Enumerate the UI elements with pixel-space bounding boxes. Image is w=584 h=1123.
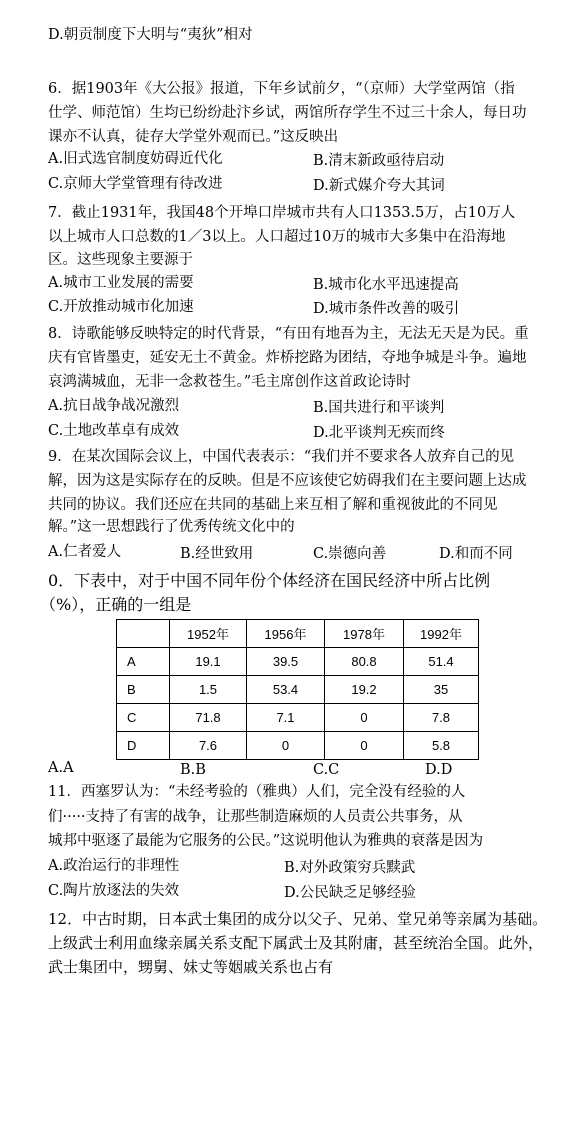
table-cell: 39.5 <box>247 648 325 676</box>
q7-option-a[interactable]: A.城市工业发展的需要 <box>48 275 194 291</box>
q6-option-a[interactable]: A.旧式选官制度妨碍近代化 <box>48 151 223 167</box>
q8-option-d[interactable]: D.北平谈判无疾而终 <box>313 425 445 441</box>
q6-option-b[interactable]: B.清末新政亟待启动 <box>313 153 445 169</box>
q8-line-2: 庆有官皆墨吏，延安无土不黄金。炸桥挖路为团结，夺地争城是斗争。遍地 <box>48 350 527 366</box>
q9-option-c[interactable]: C.崇德向善 <box>313 546 387 562</box>
table-cell: 19.2 <box>325 676 404 704</box>
q7-option-c[interactable]: C.开放推动城市化加速 <box>48 299 194 315</box>
table-cell: D <box>117 732 170 760</box>
table-row <box>117 704 479 732</box>
q6-line-2: 仕学、师范馆）生均已纷纷赴汴乡试，两馆所存学生不过三十余人，每日功 <box>48 105 527 121</box>
q9-option-d[interactable]: D.和而不同 <box>439 546 513 562</box>
q9-line-4: 解。”这一思想践行了优秀传统文化中的 <box>48 519 295 535</box>
table-cell: 71.8 <box>170 704 247 732</box>
table-cell: 35 <box>404 676 479 704</box>
q12-line-2: 上级武士利用血缘亲属关系支配下属武士及其附庸，甚至统治全国。此外， <box>48 934 544 952</box>
q8-line-3: 哀鸿满城血，无非一念救苍生。”毛主席创作这首政论诗时 <box>48 374 411 390</box>
q6-line-3: 课亦不认真，徒存大学堂外观而已。”这反映出 <box>48 129 339 145</box>
q9-line-3: 共同的协议。我们还应在共同的基础上来互相了解和重视彼此的不同见 <box>48 497 498 513</box>
q5-option-d: D.朝贡制度下大明与“夷狄”相对 <box>48 27 253 43</box>
table-header-cell: 1952年 <box>170 620 247 648</box>
q11-option-d[interactable]: D.公民缺乏足够经验 <box>284 885 416 901</box>
table-row <box>117 732 479 760</box>
q12-line-1: 12．中古时期，日本武士集团的成分以父子、兄弟、堂兄弟等亲属为基础。 <box>48 910 548 928</box>
q9-option-b[interactable]: B.经世致用 <box>180 546 254 562</box>
q6-option-d[interactable]: D.新式媒介夸大其词 <box>313 178 445 194</box>
q8-option-b[interactable]: B.国共进行和平谈判 <box>313 400 445 416</box>
q8-option-a[interactable]: A.抗日战争战况激烈 <box>48 398 180 414</box>
table-cell: 7.1 <box>247 704 325 732</box>
q7-option-d[interactable]: D.城市条件改善的吸引 <box>313 301 460 317</box>
q6-line-1: 6．据1903年《大公报》报道，下年乡试前夕，“（京师）大学堂两馆（指 <box>48 81 515 97</box>
q11-option-c[interactable]: C.陶片放逐法的失效 <box>48 883 180 899</box>
table-cell: A <box>117 648 170 676</box>
table-cell: 51.4 <box>404 648 479 676</box>
table-cell: 80.8 <box>325 648 404 676</box>
q10-option-b[interactable]: B.B <box>180 762 206 778</box>
q10-line-2: （%），正确的一组是 <box>40 595 192 614</box>
table-header-cell: 1978年 <box>325 620 404 648</box>
q7-line-3: 区。这些现象主要源于 <box>48 252 193 268</box>
table-cell: 53.4 <box>247 676 325 704</box>
q8-line-1: 8．诗歌能够反映特定的时代背景，“有田有地吾为主，无法无天是为民。重 <box>48 326 529 342</box>
table-row <box>117 676 479 704</box>
table-header-cell <box>117 620 170 648</box>
q11-line-2: 们·····支持了有害的战争，让那些制造麻烦的人员责公共事务，从 <box>48 809 463 825</box>
q9-line-2: 解，因为这是实际存在的反映。但是不应该使它妨碍我们在主要问题上达成 <box>48 473 527 489</box>
q7-option-b[interactable]: B.城市化水平迅速提高 <box>313 277 459 293</box>
q9-option-a[interactable]: A.仁者爱人 <box>48 544 122 560</box>
q11-option-a[interactable]: A.政治运行的非理性 <box>48 858 180 874</box>
table-header-cell: 1992年 <box>404 620 479 648</box>
table-cell: 1.5 <box>170 676 247 704</box>
q10-option-d[interactable]: D.D <box>425 762 453 778</box>
table-cell: 0 <box>325 732 404 760</box>
table-cell: B <box>117 676 170 704</box>
q10-data-table <box>116 619 479 760</box>
q7-line-2: 以上城市人口总数的1／3以上。人口超过10万的城市大多集中在沿海地 <box>48 229 506 245</box>
q10-option-c[interactable]: C.C <box>313 762 340 778</box>
table-cell: 0 <box>247 732 325 760</box>
table-cell: 5.8 <box>404 732 479 760</box>
table-cell: 7.6 <box>170 732 247 760</box>
table-cell: 7.8 <box>404 704 479 732</box>
q10-line-1: 0．下表中，对于中国不同年份个体经济在国民经济中所占比例 <box>48 571 491 590</box>
q7-line-1: 7．截止1931年，我国48个开埠口岸城市共有人口1353.5万，占10万人 <box>48 205 516 221</box>
table-cell: 0 <box>325 704 404 732</box>
q12-line-3: 武士集团中，甥舅、妹丈等姻戚关系也占有 <box>48 958 334 976</box>
q11-option-b[interactable]: B.对外政策穷兵黩武 <box>284 860 416 876</box>
table-cell: C <box>117 704 170 732</box>
table-cell: 19.1 <box>170 648 247 676</box>
q8-option-c[interactable]: C.土地改革卓有成效 <box>48 423 180 439</box>
q11-line-1: 11．西塞罗认为：“未经考验的（雅典）人们，完全没有经验的人 <box>48 784 466 800</box>
q9-line-1: 9．在某次国际会议上，中国代表表示：“我们并不要求各人放弃自己的见 <box>48 449 515 465</box>
q11-line-3: 城邦中驱逐了最能为它服务的公民。”这说明他认为雅典的衰落是因为 <box>48 833 484 849</box>
table-header-cell: 1956年 <box>247 620 325 648</box>
q6-option-c[interactable]: C.京师大学堂管理有待改进 <box>48 176 223 192</box>
table-row <box>117 648 479 676</box>
q10-option-a[interactable]: A.A <box>48 760 74 776</box>
table-header-row <box>117 620 479 648</box>
